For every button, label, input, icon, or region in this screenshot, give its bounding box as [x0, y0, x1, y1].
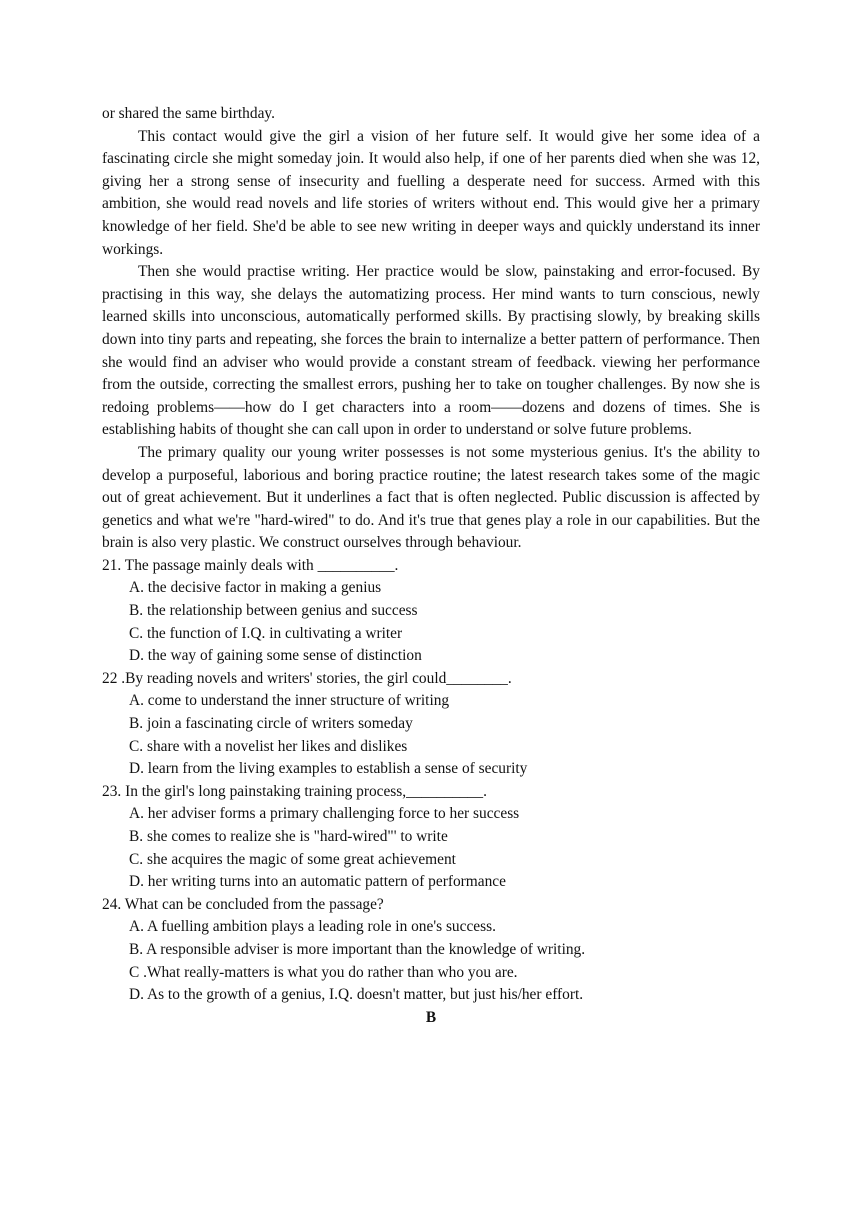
answer-options [102, 803, 760, 893]
answer-option-a: A. come to understand the inner structure of writing [129, 692, 450, 710]
answer-option-a: A. her adviser forms a primary challenging force to her success [129, 805, 520, 823]
answer-options [102, 577, 760, 667]
answer-option-d: D. As to the growth of a genius, I.Q. doesn't matter, but just his/her effort. [129, 986, 584, 1004]
answer-option-d: D. learn from the living examples to establish a sense of security [129, 760, 528, 778]
question-stem: 24. What can be concluded from the passage? [102, 895, 384, 913]
answer-options [102, 916, 760, 1006]
question-24 [102, 894, 760, 1007]
answer-option-d: D. her writing turns into an automatic pattern of performance [129, 873, 506, 891]
passage-continuation: or shared the same birthday. [102, 105, 275, 122]
question-stem: 21. The passage mainly deals with __________. [102, 556, 399, 574]
answer-option-c: C .What really-matters is what you do rather than who you are. [129, 963, 518, 981]
passage-paragraph-1: This contact would give the girl a vision of her future self. It would give her some idea of a fascinating circle she might someday join. It would also help, if one of her parents died when she was 12, giving her a strong sense of insecurity and fuelling a desperate need for success. Armed with this ambition, she would read novels and life stories of writers without end. This would give her a primary knowledge of her field. She'd be able to see new writing in deeper ways and quickly understand its inner workings. [102, 127, 760, 258]
answer-option-a: A. the decisive factor in making a genius [129, 579, 382, 597]
passage-paragraph-3: The primary quality our young writer possesses is not some mysterious genius. It's the ability to develop a purposeful, laborious and boring practice routine; the latest research takes some of the magic out of great achievement. But it underlines a fact that is often neglected. Public discussion is affected by genetics and what we're "hard-wired" to do. And it's true that genes play a role in our capabilities. But the brain is also very plastic. We construct ourselves through behaviour. [102, 443, 760, 552]
question-stem: 23. In the girl's long painstaking training process,__________. [102, 782, 487, 800]
answer-option-d: D. the way of gaining some sense of distinction [129, 647, 422, 665]
question-stem: 22 .By reading novels and writers' stories, the girl could________. [102, 669, 512, 687]
answer-option-c: C. the function of I.Q. in cultivating a writer [129, 624, 403, 642]
question-22 [102, 668, 760, 781]
question-23 [102, 781, 760, 894]
document-page [102, 103, 760, 1029]
question-21 [102, 555, 760, 668]
answer-option-b: B. A responsible adviser is more important than the knowledge of writing. [129, 940, 586, 958]
passage-paragraph-2: Then she would practise writing. Her practice would be slow, painstaking and error-focused. By practising in this way, she delays the automatizing process. Her mind wants to turn conscious, newly learned skills into unconscious, automatically performed skills. By practising slowly, by breaking skills down into tiny parts and repeating, she forces the brain to internalize a better pattern of performance. Then she would find an adviser who would provide a constant stream of feedback. viewing her performance from the outside, correcting the smallest errors, pushing her to take on tougher challenges. By now she is redoing problems——how do I get characters into a room——dozens and dozens of times. She is establishing habits of thought she can call upon in order to understand or solve future problems. [102, 263, 760, 439]
answer-option-b: B. she comes to realize she is "hard-wired"' to write [129, 828, 448, 845]
answer-options [102, 690, 760, 780]
answer-option-c: C. share with a novelist her likes and dislikes [129, 737, 408, 755]
answer-option-a: A. A fuelling ambition plays a leading role in one's success. [129, 918, 496, 936]
section-label-b: B [425, 1008, 437, 1026]
answer-option-c: C. she acquires the magic of some great achievement [129, 850, 456, 868]
answer-option-b: B. join a fascinating circle of writers someday [129, 715, 413, 733]
answer-option-b: B. the relationship between genius and success [129, 602, 418, 620]
